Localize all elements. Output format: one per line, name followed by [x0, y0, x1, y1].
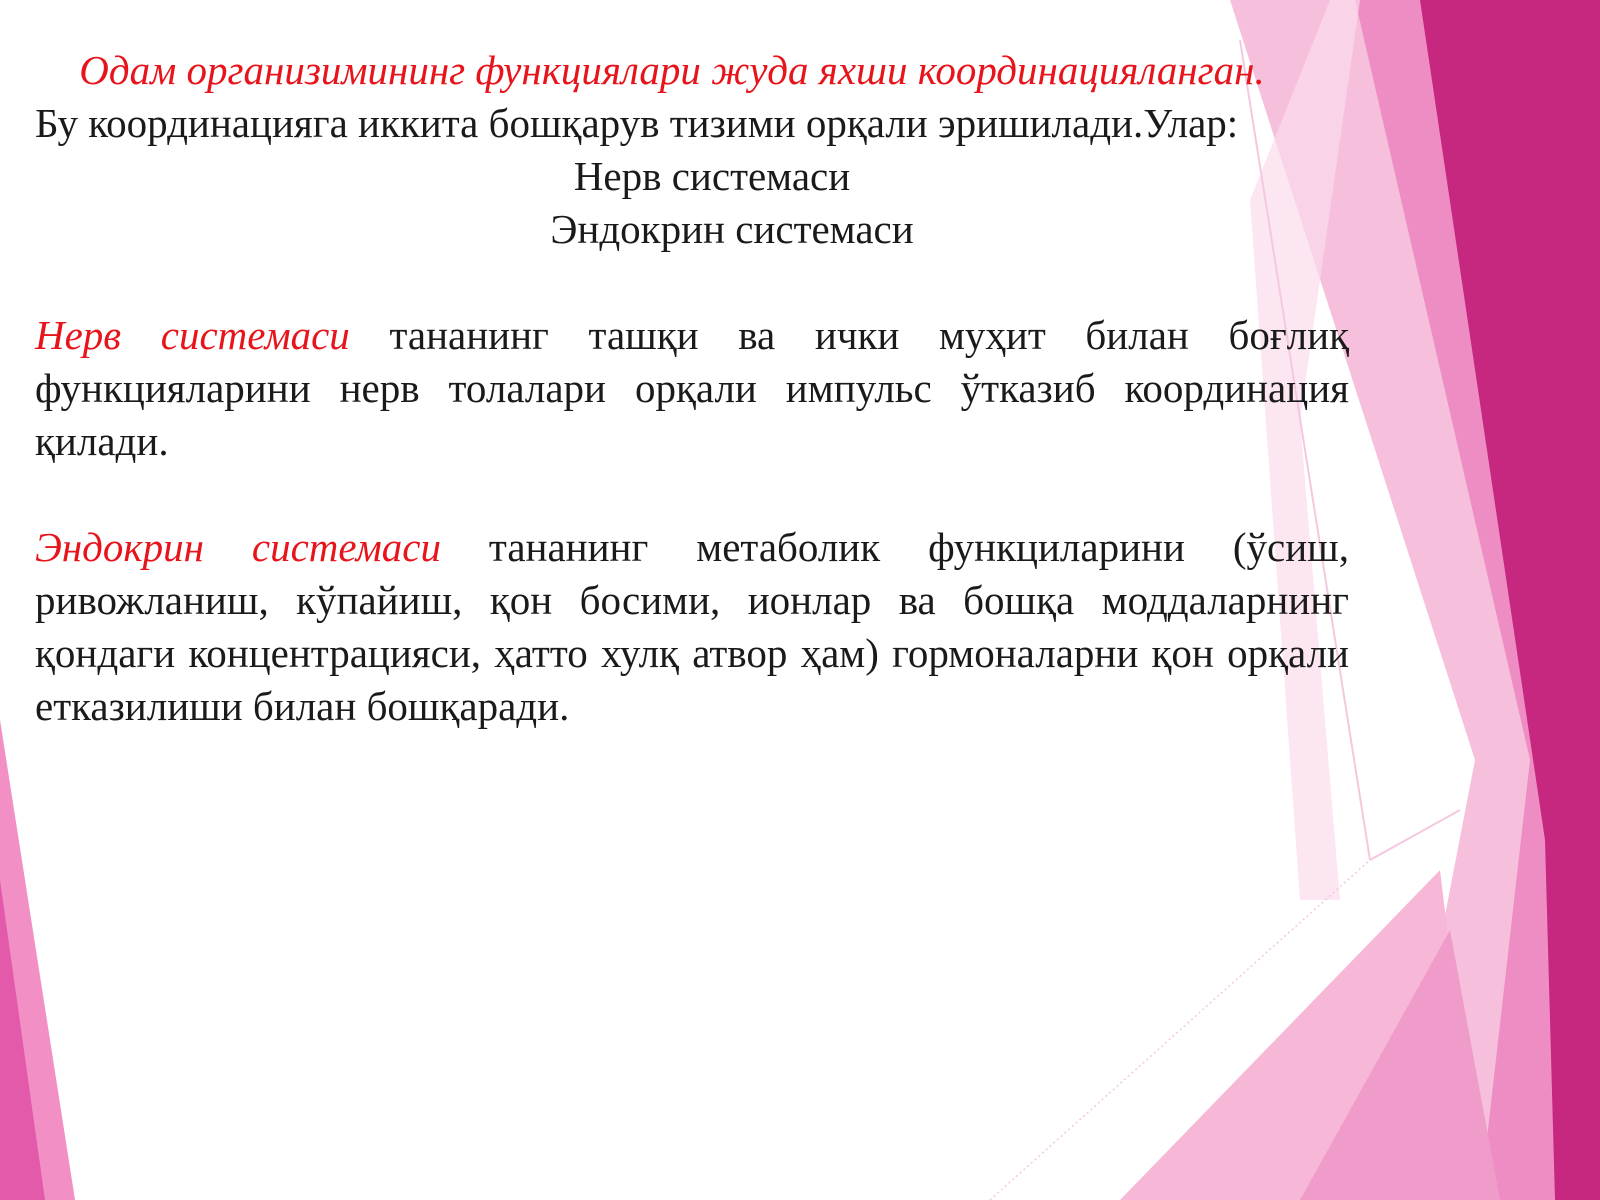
endocrine-description: тананинг метаболик функциларини (ўсиш, ривожланиш, кўпайиш, қон босими, ионлар ва бошқа моддаларнинг қондаги концентрацияси, ҳатто хулқ атвор ҳам) гормоналарни қон орқали етказилиши билан бошқаради. — [35, 524, 1349, 729]
endocrine-term: Эндокрин системаси — [35, 524, 441, 570]
nerve-paragraph — [35, 309, 1349, 468]
system-item-endocrine: Эндокрин системаси — [550, 206, 914, 252]
nerve-description: тананинг ташқи ва ички муҳит билан боғлиқ функцияларини нерв толалари орқали импульс ўтказиб координация қилади. — [35, 312, 1349, 464]
intro-text: Бу координацияга иккита бошқарув тизими орқали эришилади.Улар: — [35, 100, 1239, 146]
endocrine-paragraph — [35, 521, 1349, 733]
spacer — [35, 256, 1349, 309]
nerve-term: Нерв системаси — [35, 312, 350, 358]
decor-line — [1370, 810, 1460, 860]
slide-title: Одам организимининг функциялари жуда яхши координацияланган. — [79, 47, 1265, 93]
slide-content — [35, 44, 1349, 733]
system-item-nerve: Нерв системаси — [573, 153, 851, 199]
spacer — [35, 468, 1349, 521]
